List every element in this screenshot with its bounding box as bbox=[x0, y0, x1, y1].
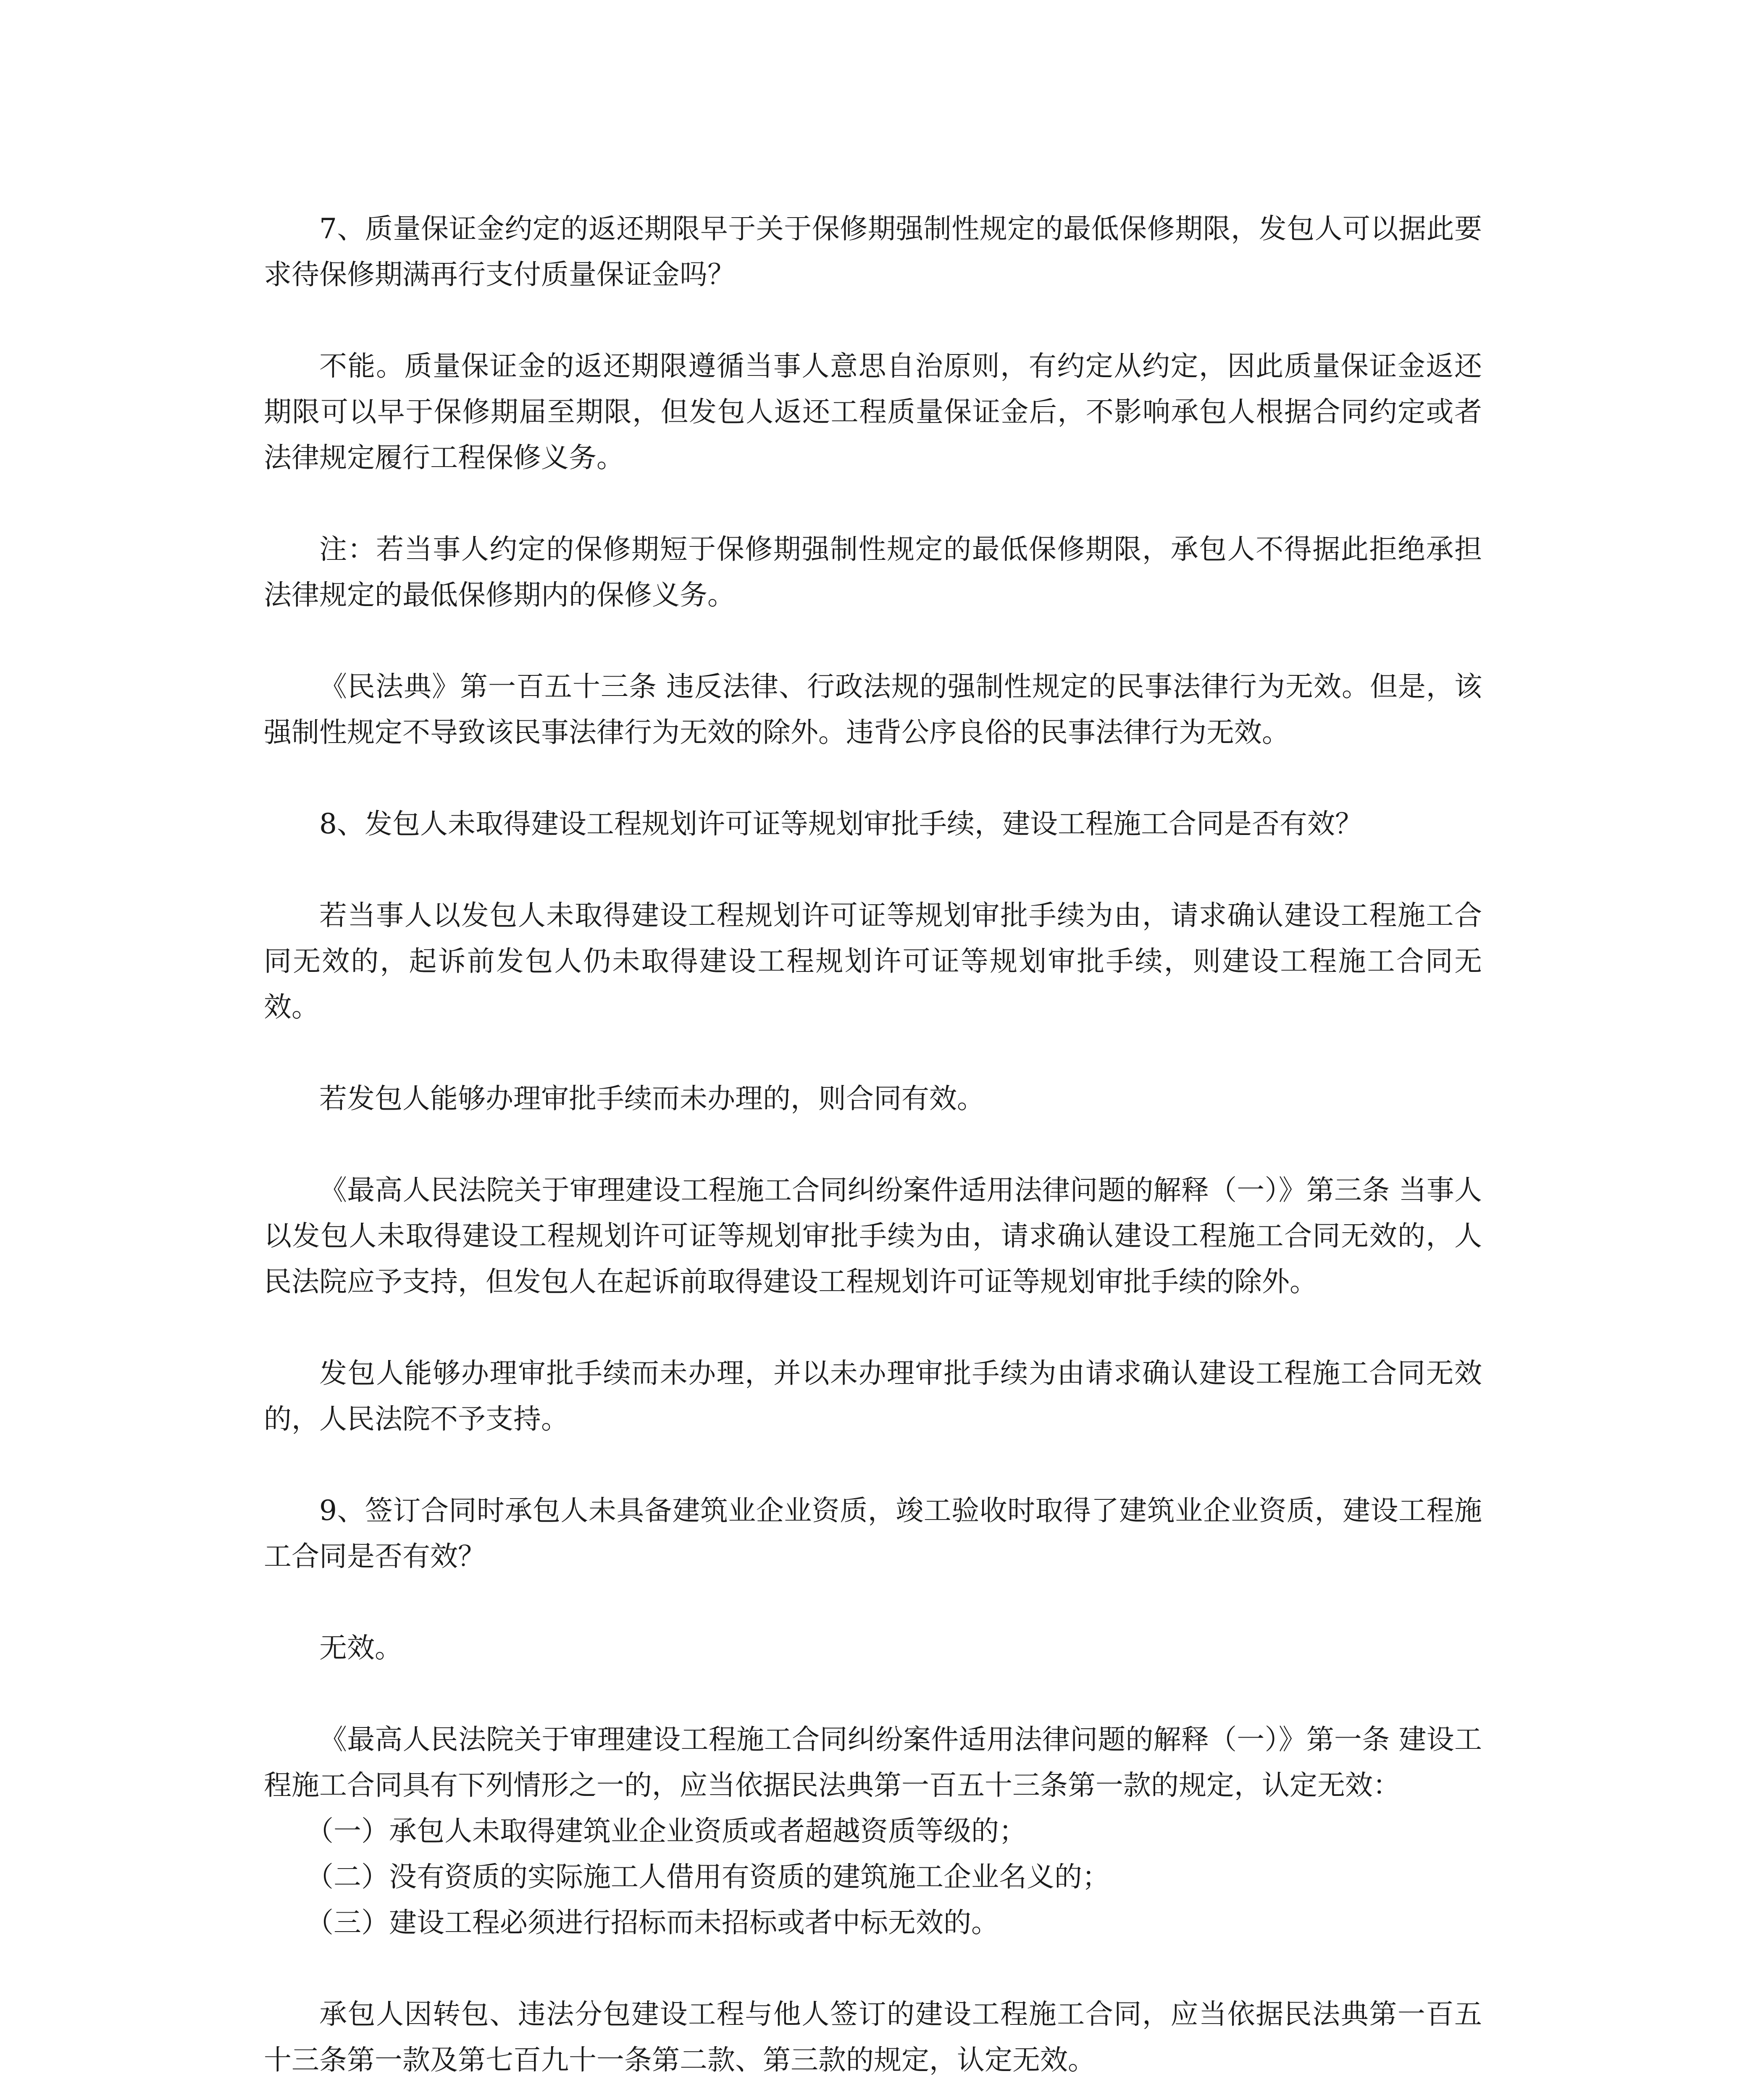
list-item: （二）没有资质的实际施工人借用有资质的建筑施工企业名义的； bbox=[306, 1861, 1110, 1893]
answer-9: 无效。 bbox=[319, 1632, 402, 1664]
subcontract-invalid-rule: 承包人因转包、违法分包建设工程与他人签订的建设工程施工合同，应当依据民法典第一百五十三条第一款及第七百九十一条第二款、第三款的规定，认定无效。 bbox=[264, 1998, 1482, 2076]
document-body bbox=[264, 206, 1482, 2100]
answer-8-supplement: 若发包人能够办理审批手续而未办理的，则合同有效。 bbox=[319, 1082, 985, 1115]
list-item: （三）建设工程必须进行招标而未招标或者中标无效的。 bbox=[306, 1906, 999, 1939]
answer-7: 不能。质量保证金的返还期限遵循当事人意思自治原则，有约定从约定，因此质量保证金返还期限可以早于保修期届至期限，但发包人返还工程质量保证金后，不影响承包人根据合同约定或者法律规定履行工程保修义务。 bbox=[264, 350, 1482, 474]
civil-code-article-153: 《民法典》第一百五十三条 违反法律、行政法规的强制性规定的民事法律行为无效。但是，该强制性规定不导致该民事法律行为无效的除外。违背公序良俗的民事法律行为无效。 bbox=[264, 670, 1482, 748]
question-8: 8、发包人未取得建设工程规划许可证等规划审批手续，建设工程施工合同是否有效？ bbox=[319, 808, 1363, 840]
invalid-circumstances-list bbox=[264, 1808, 1482, 1945]
answer-8: 若当事人以发包人未取得建设工程规划许可证等规划审批手续为由，请求确认建设工程施工合同无效的，起诉前发包人仍未取得建设工程规划许可证等规划审批手续，则建设工程施工合同无效。 bbox=[264, 899, 1482, 1023]
interpretation-article-3: 《最高人民法院关于审理建设工程施工合同纠纷案件适用法律问题的解释（一）》第三条 当事人以发包人未取得建设工程规划许可证等规划审批手续为由，请求确认建设工程施工合同无效的，人民法院应予支持，但发包人在起诉前取得建设工程规划许可证等规划审批手续的除外。 bbox=[264, 1174, 1482, 1298]
list-item: （一）承包人未取得建筑业企业资质或者超越资质等级的； bbox=[306, 1815, 1027, 1847]
note-7: 注：若当事人约定的保修期短于保修期强制性规定的最低保修期限，承包人不得据此拒绝承担法律规定的最低保修期内的保修义务。 bbox=[264, 533, 1482, 611]
interpretation-article-3-supplement: 发包人能够办理审批手续而未办理，并以未办理审批手续为由请求确认建设工程施工合同无效的，人民法院不予支持。 bbox=[264, 1357, 1482, 1435]
question-7: 7、质量保证金约定的返还期限早于关于保修期强制性规定的最低保修期限，发包人可以据此要求待保修期满再行支付质量保证金吗？ bbox=[264, 213, 1482, 291]
question-9: 9、签订合同时承包人未具备建筑业企业资质，竣工验收时取得了建筑业企业资质，建设工程施工合同是否有效？ bbox=[264, 1494, 1482, 1572]
interpretation-article-1: 《最高人民法院关于审理建设工程施工合同纠纷案件适用法律问题的解释（一）》第一条 建设工程施工合同具有下列情形之一的，应当依据民法典第一百五十三条第一款的规定，认定无效： bbox=[264, 1723, 1482, 1801]
